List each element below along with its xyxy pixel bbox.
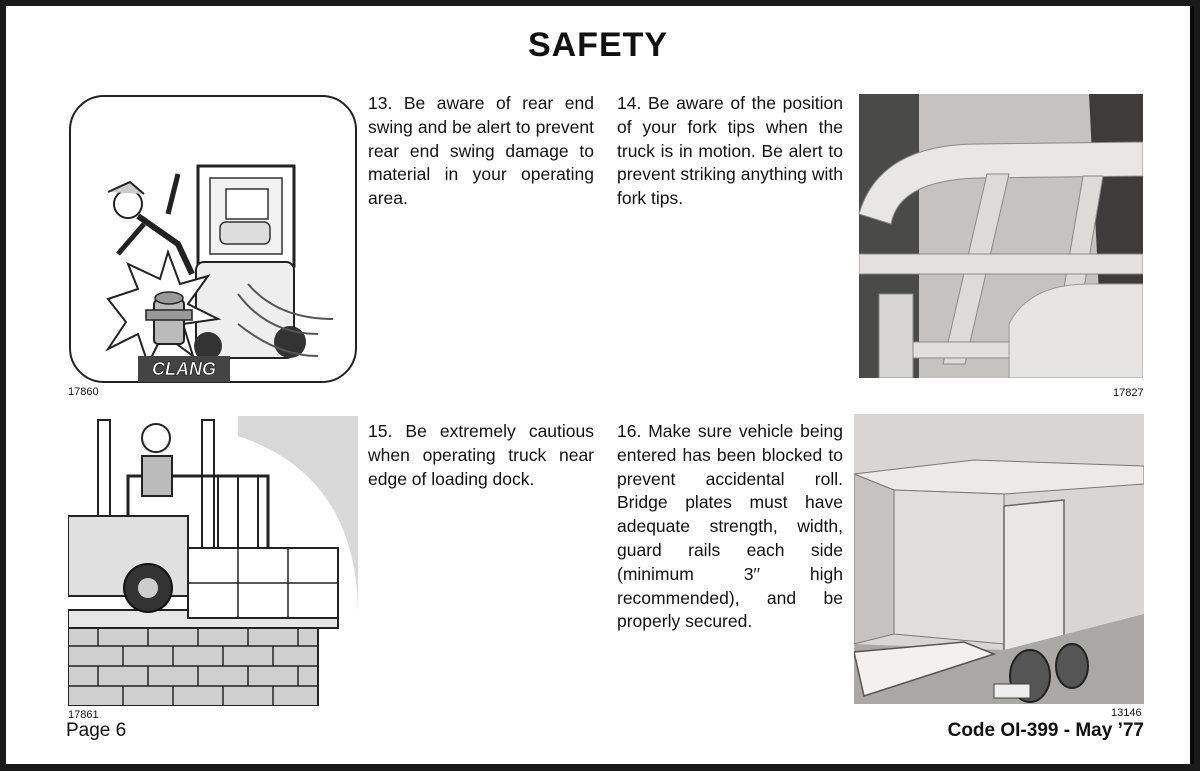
figure-code: 17861 (68, 709, 99, 721)
figure-code: 17860 (68, 386, 99, 398)
rear-swing-illustration (68, 94, 358, 384)
manual-page (6, 6, 1194, 764)
bridge-plate-photo (854, 414, 1144, 704)
document-code: Code OI-399 - May ’77 (947, 720, 1144, 741)
figure-code: 17827 (1113, 387, 1144, 399)
figure-fork-tips (859, 94, 1143, 378)
safety-item-16: 16. Make sure vehicle being entered has been blocked to prevent accidental roll. Bridge plates must have adequate strength, width, guard rails each side (minimum 3′′ high recommended), and be properly secured. (617, 421, 843, 632)
fork-tips-photo (859, 94, 1143, 378)
figure-rear-swing (68, 94, 358, 384)
safety-item-13: 13. Be aware of rear end swing and be alert to prevent rear end swing damage to material in your operating area. (368, 93, 594, 209)
clang-lettering: CLANG (152, 359, 216, 379)
page-title: SAFETY (527, 26, 669, 64)
page-number: Page 6 (66, 720, 127, 741)
safety-item-15: 15. Be extremely cautious when operating truck near edge of loading dock. (368, 421, 594, 489)
loading-dock-illustration (68, 416, 358, 706)
figure-bridge-plate (854, 414, 1144, 704)
figure-code: 13146 (1111, 707, 1142, 719)
figure-loading-dock (68, 416, 358, 706)
safety-item-14: 14. Be aware of the position of your fork tips when the truck is in motion. Be alert to prevent striking anything with fork tips. (617, 93, 843, 209)
